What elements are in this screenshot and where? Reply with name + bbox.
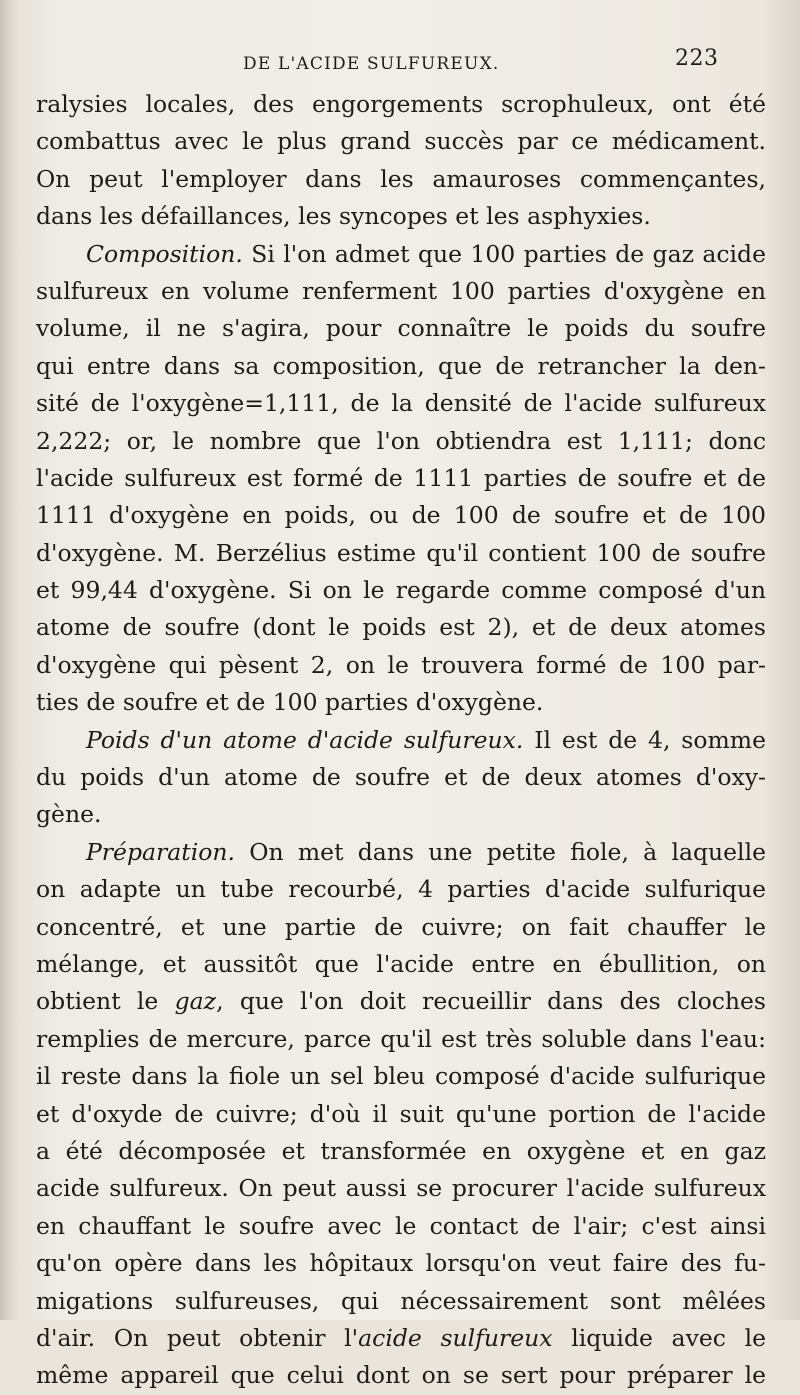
text-line: sité de l'oxygène=1,111, de la densité de l'acide sulfureux bbox=[36, 389, 766, 418]
body-text bbox=[36, 86, 766, 1395]
text-line: Composition. Si l'on admet que 100 parties de gaz acide bbox=[86, 239, 766, 268]
text-line: combattus avec le plus grand succès par ce médicament. bbox=[36, 127, 766, 156]
text-line: acide sulfureux. On peut aussi se procurer l'acide sulfureux bbox=[36, 1174, 766, 1203]
text-line: qu'on opère dans les hôpitaux lorsqu'on veut faire des fu- bbox=[36, 1249, 766, 1278]
text-line: du poids d'un atome de soufre et de deux atomes d'oxy- bbox=[36, 763, 766, 792]
text-line: en chauffant le soufre avec le contact de l'air; c'est ainsi bbox=[36, 1211, 766, 1240]
text-line: l'acide sulfureux est formé de 1111 parties de soufre et de bbox=[36, 463, 766, 492]
text-line: remplies de mercure, parce qu'il est très soluble dans l'eau: bbox=[36, 1024, 766, 1053]
text-line: gène. bbox=[36, 800, 102, 829]
text-line: on adapte un tube recourbé, 4 parties d'acide sulfurique bbox=[36, 875, 766, 904]
text-line: il reste dans la fiole un sel bleu composé d'acide sulfurique bbox=[36, 1062, 766, 1091]
text-line: ralysies locales, des engorgements scrophuleux, ont été bbox=[36, 90, 766, 118]
text-line: 1111 d'oxygène en poids, ou de 100 de soufre et de 100 bbox=[36, 501, 766, 530]
text-line: ties de soufre et de 100 parties d'oxygène. bbox=[36, 688, 544, 717]
text-line: mélange, et aussitôt que l'acide entre en ébullition, on bbox=[36, 949, 766, 978]
text-line: migations sulfureuses, qui nécessairement sont mêlées bbox=[36, 1286, 766, 1315]
running-head: DE L'ACIDE SULFUREUX. bbox=[243, 54, 500, 74]
text-line: même appareil que celui dont on se sert pour préparer le bbox=[36, 1361, 766, 1390]
text-line: volume, il ne s'agira, pour connaître le poids du soufre bbox=[36, 314, 766, 343]
text-line: atome de soufre (dont le poids est 2), et de deux atomes bbox=[36, 613, 766, 642]
text-line: Poids d'un atome d'acide sulfureux. Il est de 4, somme bbox=[86, 725, 766, 754]
text-line: a été décomposée et transformée en oxygène et en gaz bbox=[36, 1136, 766, 1165]
text-line: obtient le gaz, que l'on doit recueillir dans des cloches bbox=[36, 987, 766, 1016]
text-line: sulfureux en volume renferment 100 parties d'oxygène en bbox=[36, 276, 766, 305]
text-line: Préparation. On met dans une petite fiole, à laquelle bbox=[86, 837, 766, 866]
text-line: et 99,44 d'oxygène. Si on le regarde comme composé d'un bbox=[36, 576, 766, 605]
text-line: d'oxygène. M. Berzélius estime qu'il contient 100 de soufre bbox=[36, 538, 766, 567]
text-line: On peut l'employer dans les amauroses commençantes, bbox=[36, 164, 766, 193]
text-line: 2,222; or, le nombre que l'on obtiendra est 1,111; donc bbox=[36, 426, 766, 455]
page-number: 223 bbox=[675, 46, 719, 71]
text-line: dans les défaillances, les syncopes et les asphyxies. bbox=[36, 202, 651, 231]
text-line: d'oxygène qui pèsent 2, on le trouvera formé de 100 par- bbox=[36, 650, 766, 679]
text-line: et d'oxyde de cuivre; d'où il suit qu'une portion de l'acide bbox=[36, 1099, 766, 1128]
text-line: qui entre dans sa composition, que de retrancher la den- bbox=[36, 351, 766, 380]
page-header bbox=[0, 46, 800, 82]
text-line: concentré, et une partie de cuivre; on fait chauffer le bbox=[36, 912, 766, 941]
text-line: d'air. On peut obtenir l'acide sulfureux liquide avec le bbox=[36, 1323, 766, 1352]
